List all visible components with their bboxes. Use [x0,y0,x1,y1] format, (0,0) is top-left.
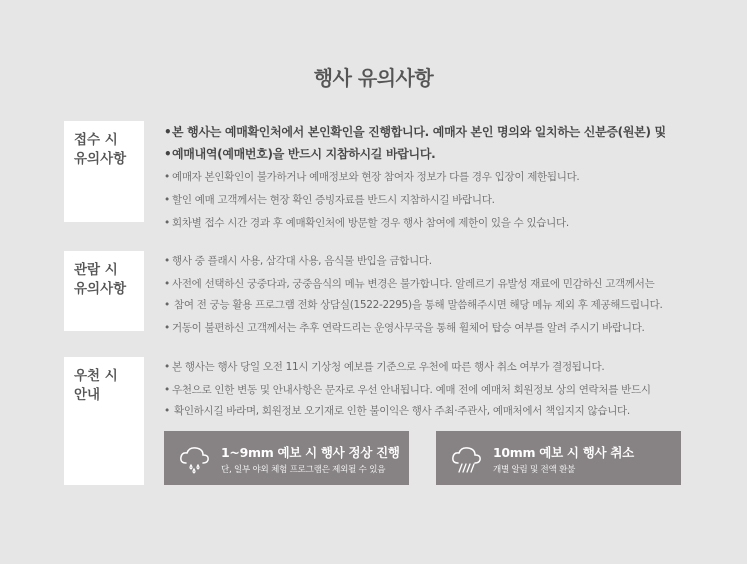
normal-rain-card [164,431,409,485]
list-item: • 본 행사는 행사 당일 오전 11시 기상청 예보를 기준으로 우천에 따른 행사 취소 여부가 결정됩니다. [164,357,684,378]
list-item: • 예매자 본인확인이 불가하거나 예매정보와 현장 참여자 정보가 다를 경우 입장이 제한됩니다. [164,167,684,188]
lead-notice-cont [164,143,684,165]
list-item: • 우천으로 인한 변동 및 안내사항은 문자로 우선 안내됩니다. 예매 전에 예매처 회원정보 상의 연락처를 반드시 [164,380,684,401]
list-item: • 거동이 불편하신 고객께서는 추후 연락드리는 운영사무국을 통해 휠체어 탑승 여부를 알려 주시기 바랍니다. [164,318,684,339]
notice-list [164,357,684,422]
page-title: 행사 유의사항 [313,66,434,90]
list-item-cont: • 확인하시길 바라며, 회원정보 오기재로 인한 불이익은 행사 주최·주관사, 예매처에서 책임지지 않습니다. [164,401,684,422]
rain-cloud-icon [178,443,212,475]
heavy-rain-cloud-icon [450,443,484,475]
list-item: • 할인 예매 고객께서는 현장 확인 증빙자료를 반드시 지참하시길 바랍니다. [164,190,684,211]
card-subtitle: 개별 알림 및 전액 환불 [493,465,576,475]
list-item: • 행사 중 플래시 사용, 삼각대 사용, 음식물 반입을 금합니다. [164,251,684,272]
section-label-line2: 유의사항 [74,151,127,167]
section-label-line2: 유의사항 [74,281,127,297]
notice-list [164,251,684,339]
lead-notice [164,121,684,143]
card-subtitle: 단, 일부 야외 체험 프로그램은 제외될 수 있음 [221,465,386,475]
card-title: 1~9mm 예보 시 행사 정상 진행 [221,445,400,460]
section-label [64,251,144,331]
card-title: 10mm 예보 시 행사 취소 [493,445,634,460]
lead-notice-line1: 본 행사는 예매확인처에서 본인확인을 진행합니다. 예매자 본인 명의와 일치하는 신분증(원본) 및 [172,125,666,139]
list-item-cont: • 참여 전 궁능 활용 프로그램 전화 상담실(1522-2295)을 통해 말씀해주시면 해당 메뉴 제외 후 제공해드립니다. [164,295,684,316]
lead-notice-line2: 예매내역(예매번호)을 반드시 지참하시길 바랍니다. [172,147,436,161]
section-label-line1: 관람 시 [74,262,118,278]
list-item: • 사전에 선택하신 궁중다과, 궁중음식의 메뉴 변경은 불가합니다. 알레르기 유발성 재료에 민감하신 고객께서는 [164,274,684,295]
section-label [64,357,144,485]
section-label-line1: 우천 시 [74,368,118,384]
list-item: • 회차별 접수 시간 경과 후 예매확인처에 방문할 경우 행사 참여에 제한이 있을 수 있습니다. [164,213,684,234]
section-label [64,121,144,222]
notice-list [164,121,684,234]
section-label-line1: 접수 시 [74,132,118,148]
section-label-line2: 안내 [74,387,101,403]
heavy-rain-card [436,431,681,485]
